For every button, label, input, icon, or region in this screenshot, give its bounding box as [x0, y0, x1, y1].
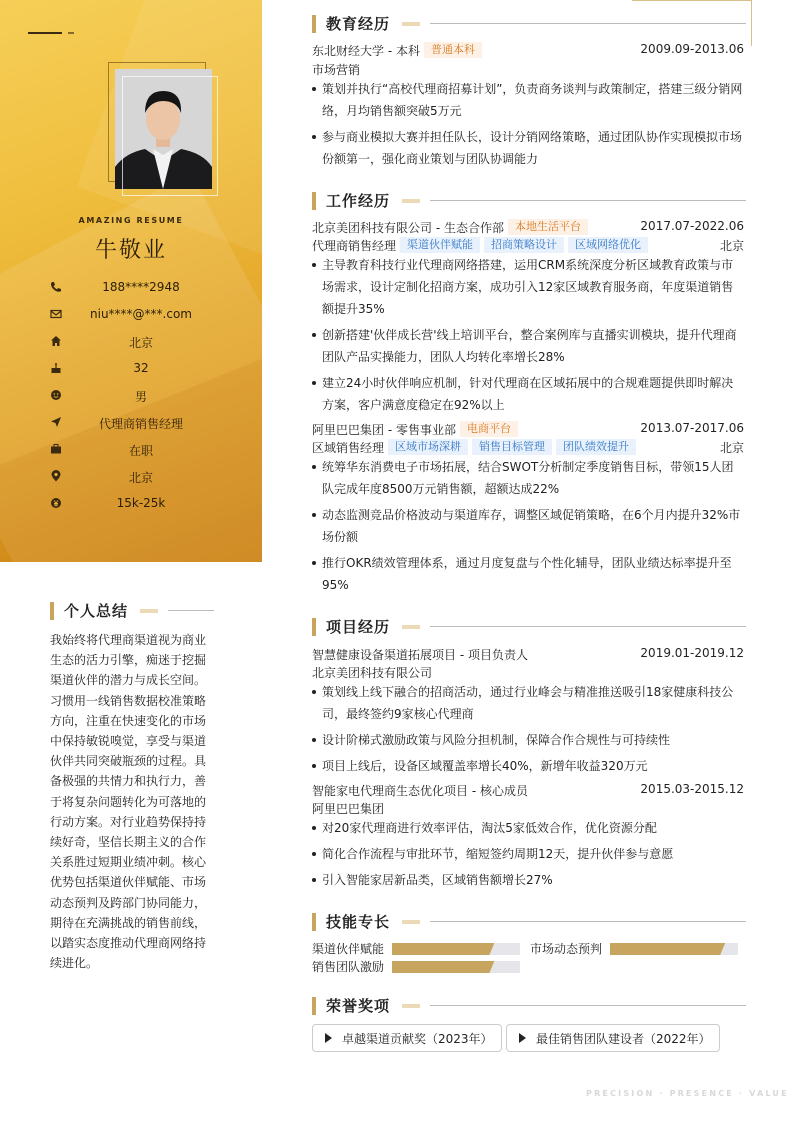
- heading-rule: [430, 921, 746, 922]
- email-value: niu****@***.com: [90, 307, 192, 321]
- gender-value: 男: [134, 390, 147, 404]
- summary-heading: [50, 600, 214, 621]
- job-role: 代理商销售经理: [312, 239, 397, 253]
- project-period: 2015.03-2015.12: [640, 782, 744, 796]
- phone-value: 188****2948: [102, 280, 180, 294]
- list-item: 对20家代理商进行效率评估，淘汰5家低效合作，优化资源分配: [312, 817, 744, 839]
- list-item: 统筹华东消费电子市场拓展，结合SWOT分析制定季度销售目标，带领15人团队完成年度8500万元销售额，超额达成22%: [312, 456, 744, 500]
- projects-title: 项目经历: [326, 618, 391, 636]
- education-major: 市场营销: [312, 63, 361, 77]
- job-role-row: [312, 237, 744, 255]
- home-icon: [50, 335, 62, 347]
- heading-pill: [402, 22, 420, 26]
- skill-tag: 招商策略设计: [484, 237, 564, 253]
- list-item: 建立24小时伙伴响应机制，针对代理商在区域拓展中的合规难题提供即时解决方案，客户满意度稳定在92%以上: [312, 372, 744, 416]
- list-item: 简化合作流程与审批环节，缩短签约周期12天，提升伙伴参与意愿: [312, 843, 744, 865]
- education-title: 教育经历: [326, 15, 391, 33]
- project-org: 阿里巴巴集团: [312, 802, 385, 816]
- position-value: 代理商销售经理: [98, 417, 183, 431]
- job-period: 2013.07-2017.06: [640, 421, 744, 435]
- list-item: 项目上线后，设备区域覆盖率增长40%，新增年收益320万元: [312, 755, 744, 777]
- skill-label: 市场动态预判: [530, 942, 603, 956]
- decor-dash: [68, 32, 74, 34]
- award-label: 卓越渠道贡献奖（2023年）: [342, 1031, 493, 1046]
- projects-heading: [312, 616, 746, 637]
- heading-rule: [168, 610, 214, 611]
- status-value: 在职: [128, 444, 153, 458]
- skills-heading: [312, 911, 746, 932]
- company-name: 阿里巴巴集团 - 零售事业部: [312, 423, 456, 437]
- heading-pill: [402, 1004, 420, 1008]
- decor-line: [28, 32, 62, 34]
- heading-pill: [140, 609, 158, 613]
- heading-rule: [430, 23, 746, 24]
- resume-tagline: AMAZING RESUME: [78, 216, 184, 225]
- skill-bar: [610, 943, 738, 955]
- award-label: 最佳销售团队建设者（2022年）: [536, 1031, 711, 1046]
- skill-bar: [392, 943, 520, 955]
- awards-title: 荣誉奖项: [326, 997, 391, 1015]
- salary-value: 15k-25k: [116, 496, 166, 510]
- heading-pill: [402, 625, 420, 629]
- skill-item: [312, 959, 522, 973]
- heading-rule: [430, 1005, 746, 1006]
- project-header: [312, 646, 744, 664]
- info-age: [46, 359, 246, 379]
- info-email: [46, 305, 246, 325]
- cake-icon: [50, 362, 62, 374]
- skills-title: 技能专长: [326, 913, 391, 931]
- skill-label: 渠道伙伴赋能: [312, 942, 385, 956]
- skill-bar-fill: [392, 943, 494, 955]
- awards-heading: [312, 995, 746, 1016]
- project-name: 智慧健康设备渠道拓展项目 - 项目负责人: [312, 648, 528, 662]
- candidate-name: 牛敬业: [94, 238, 167, 263]
- money-icon: [50, 497, 62, 509]
- list-item: 参与商业模拟大赛并担任队长，设计分销网络策略，通过团队协作实现模拟市场份额第一，强化商业策划与团队协调能力: [312, 126, 744, 170]
- education-period: 2009.09-2013.06: [640, 42, 744, 56]
- skill-tag: 销售目标管理: [472, 439, 552, 455]
- heading-accent: [312, 997, 316, 1015]
- list-item: 推行OKR绩效管理体系，通过月度复盘与个性化辅导，团队业绩达标率提升至95%: [312, 552, 744, 596]
- project-header: [312, 782, 744, 800]
- list-item: 设计阶梯式激励政策与风险分担机制，保障合作合规性与可持续性: [312, 729, 744, 751]
- job-role-row: [312, 439, 744, 457]
- location-icon: [50, 470, 62, 482]
- briefcase-icon: [50, 443, 62, 455]
- project-period: 2019.01-2019.12: [640, 646, 744, 660]
- skill-bar: [392, 961, 520, 973]
- work-title: 工作经历: [326, 192, 391, 210]
- list-item: 动态监测竞品价格波动与渠道库存，调整区域促销策略，在6个月内提升32%市场份额: [312, 504, 744, 548]
- summary-title: 个人总结: [64, 602, 129, 620]
- heading-rule: [430, 626, 746, 627]
- award-item: [506, 1024, 720, 1052]
- info-phone: [46, 278, 246, 298]
- skill-label: 销售团队激励: [312, 960, 385, 974]
- footer-motto: PRECISION · PRESENCE · VALUE: [586, 1089, 789, 1098]
- job-role: 区域销售经理: [312, 441, 385, 455]
- list-item: 引入智能家居新品类，区域销售额增长27%: [312, 869, 744, 891]
- location-value: 北京: [128, 471, 153, 485]
- job-header: [312, 219, 744, 237]
- mail-icon: [50, 308, 62, 320]
- skill-tag: 团队绩效提升: [556, 439, 636, 455]
- info-home: [46, 332, 246, 352]
- award-item: [312, 1024, 502, 1052]
- skill-tag: 区域市场深耕: [388, 439, 468, 455]
- play-icon: [325, 1033, 332, 1043]
- company-name: 北京美团科技有限公司 - 生态合作部: [312, 221, 504, 235]
- heading-accent: [312, 913, 316, 931]
- work-heading: [312, 190, 746, 211]
- info-gender: [46, 386, 246, 406]
- job-city: 北京: [719, 239, 744, 253]
- heading-pill: [402, 920, 420, 924]
- school-name: 东北财经大学 - 本科: [312, 44, 420, 58]
- info-position: [46, 413, 246, 433]
- education-heading: [312, 13, 746, 34]
- heading-pill: [402, 199, 420, 203]
- info-salary: [46, 494, 246, 514]
- photo-frame: [122, 76, 218, 196]
- list-item: 策划并执行“高校代理商招募计划”，负责商务谈判与政策制定，搭建三级分销网络，月均销售额突破5万元: [312, 78, 744, 122]
- job-header: [312, 421, 744, 439]
- info-status: [46, 440, 246, 460]
- list-item: 主导教育科技行业代理商网络搭建，运用CRM系统深度分析区域教育政策与市场需求，设计定制化招商方案，成功引入12家区域教育服务商，年度渠道销售额提升35%: [312, 254, 744, 320]
- send-icon: [50, 416, 62, 428]
- age-value: 32: [133, 361, 149, 375]
- project-org: 北京美团科技有限公司: [312, 666, 433, 680]
- info-location: [46, 467, 246, 487]
- sidebar: [0, 0, 262, 562]
- heading-rule: [430, 200, 746, 201]
- heading-accent: [50, 602, 54, 620]
- company-tag: 电商平台: [460, 421, 518, 437]
- summary-text: 我始终将代理商渠道视为商业生态的活力引擎，痴迷于挖掘渠道伙伴的潜力与成长空间。习惯用一线销售数据校准策略方向，注重在快速变化的市场中保持敏锐嗅觉，享受与渠道伙伴共同突破瓶颈的过程。具备极强的共情力和执行力，善于将复杂问题转化为可落地的行动方案。对行业趋势保持持续好奇，坚信长期主义的合作关系胜过短期业绩冲刺。核心优势包括渠道伙伴赋能、市场动态预判及跨部门协同能力，期待在充满挑战的销售前线，以踏实态度推动代理商网络持续进化。: [50, 633, 207, 971]
- skill-tag: 区域网络优化: [568, 237, 648, 253]
- heading-accent: [312, 618, 316, 636]
- list-item: 创新搭建'伙伴成长营'线上培训平台，整合案例库与直播实训模块，提升代理商团队产品实操能力，团队人均转化率增长28%: [312, 324, 744, 368]
- company-tag: 本地生活平台: [508, 219, 588, 235]
- heading-accent: [312, 192, 316, 210]
- skill-bar-fill: [610, 943, 725, 955]
- job-period: 2017.07-2022.06: [640, 219, 744, 233]
- skill-item: [312, 941, 522, 955]
- smile-icon: [50, 389, 62, 401]
- hometown-value: 北京: [128, 336, 153, 350]
- project-name: 智能家电代理商生态优化项目 - 核心成员: [312, 784, 528, 798]
- skill-tag: 渠道伙伴赋能: [400, 237, 480, 253]
- phone-icon: [50, 281, 62, 293]
- school-tag: 普通本科: [424, 42, 482, 58]
- play-icon: [519, 1033, 526, 1043]
- skill-item: [530, 941, 740, 955]
- heading-accent: [312, 15, 316, 33]
- education-header: [312, 42, 744, 60]
- list-item: 策划线上线下融合的招商活动，通过行业峰会与精准推送吸引18家健康科技公司，最终签约9家核心代理商: [312, 681, 744, 725]
- skill-bar-fill: [392, 961, 494, 973]
- job-city: 北京: [719, 441, 744, 455]
